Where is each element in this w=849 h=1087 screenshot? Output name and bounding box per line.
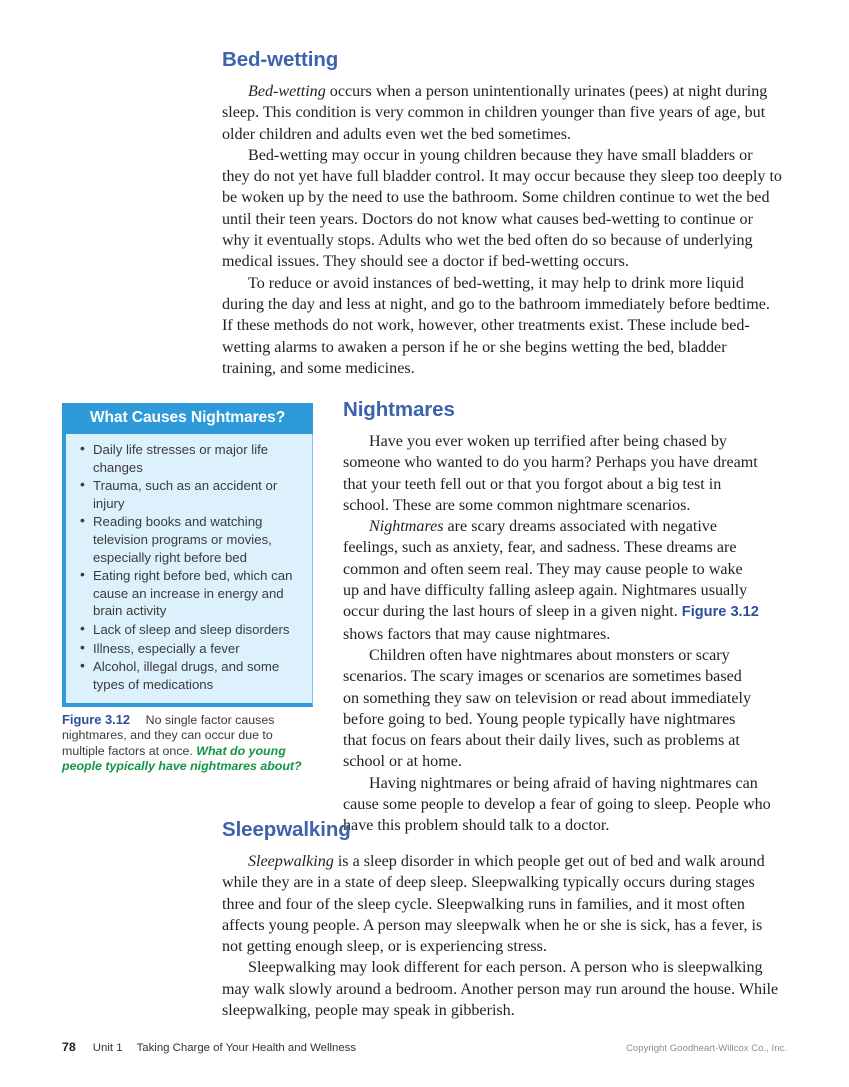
bedwetting-paragraph-1-text: occurs when a person unintentionally urinates (pees) at night during sleep. This condition is very common in children younger than five years of age, but older children and adults even wet the bed sometimes. bbox=[222, 83, 768, 143]
list-item: • Eating right before bed, which can cause an increase in energy and brain activity bbox=[66, 567, 304, 620]
feature-box-what-causes-nightmares bbox=[62, 403, 313, 707]
footer-copyright: Copyright Goodheart-Willcox Co., Inc. bbox=[625, 1043, 787, 1054]
nightmares-section bbox=[343, 398, 783, 837]
nightmares-paragraph-1: Have you ever woken up terrified after being chased by someone who wanted to do you harm? Perhaps you have dreamt that your teeth fell out or that you forgot about a big test in school. These are some common nightmare scenarios. bbox=[343, 433, 758, 514]
nightmares-paragraph-2 bbox=[343, 516, 759, 645]
sleepwalking-paragraph-1-text: is a sleep disorder in which people get out of bed and walk around while they are in a state of deep sleep. Sleepwalking typically occurs during stages three and four of the sleep cycle. Sleepwalking runs in families, and it most often affects young people. A person may sleepwalk when he or she is sick, has a fever, is not getting enough sleep, or is experiencing stress. bbox=[222, 853, 765, 956]
list-item: • Reading books and watching television programs or movies, especially right before bed bbox=[66, 513, 304, 566]
list-item: • Daily life stresses or major life changes bbox=[66, 441, 304, 476]
bedwetting-paragraph-3: To reduce or avoid instances of bed-wetting, it may help to drink more liquid during the day and less at night, and go to the bathroom immediately before bedtime. If these methods do not work, however, other treatments exist. These include bed-wetting alarms to awaken a person if he or she begins wetting the bed, bladder training, and some medicines. bbox=[222, 274, 770, 377]
figure-caption bbox=[62, 712, 318, 775]
nightmares-paragraph-3: Children often have nightmares about monsters or scary scenarios. The scary images or scenarios are sometimes based on something they saw on television or read about immediately before going to bed. Young people typically have nightmares that focus on fears about their daily lives, such as problems at school or at home. bbox=[343, 646, 752, 771]
feature-box-list bbox=[66, 441, 304, 693]
page-footer bbox=[62, 1040, 787, 1054]
term-sleepwalking: Sleepwalking bbox=[248, 853, 334, 870]
list-item: • Lack of sleep and sleep disorders bbox=[66, 621, 304, 639]
caption-spacer bbox=[130, 713, 146, 727]
bedwetting-paragraph-2: Bed-wetting may occur in young children because they have small bladders or they do not yet have full bladder control. It may occur because they sleep too deeply to be woken up by the need to use the bathroom. Some children continue to wet the bed until their teen years. Doctors do not know what causes bed-wetting to continue or why it eventually stops. Adults who wet the bed often do so because of underlying medical issues. They should see a doctor if bed-wetting occurs. bbox=[222, 146, 782, 271]
figure-reference-3-12: Figure 3.12 bbox=[681, 604, 759, 621]
term-bed-wetting: Bed-wetting bbox=[248, 83, 326, 100]
nightmares-paragraph-4: Having nightmares or being afraid of having nightmares can cause some people to develop a fear of going to sleep. People who have this problem should talk to a doctor. bbox=[343, 774, 771, 835]
term-nightmares: Nightmares bbox=[369, 518, 444, 536]
heading-bed-wetting: Bed-wetting bbox=[222, 48, 339, 71]
sleepwalking-section bbox=[222, 818, 782, 1021]
bedwetting-paragraph-1 bbox=[222, 81, 782, 145]
sleepwalking-paragraph-2: Sleepwalking may look different for each person. A person who is sleepwalking may walk slowly around a bedroom. Another person may run around the house. While sleepwalking, people may speak in gibberish. bbox=[222, 959, 779, 1020]
sleepwalking-paragraph-1 bbox=[222, 851, 782, 957]
feature-box-title: What Causes Nightmares? bbox=[62, 403, 313, 434]
list-item: • Alcohol, illegal drugs, and some types of medications bbox=[66, 658, 304, 693]
list-item: • Illness, especially a fever bbox=[66, 640, 304, 658]
figure-caption-label: Figure 3.12 bbox=[62, 712, 131, 727]
feature-box-body bbox=[62, 434, 313, 707]
footer-unit-number: Unit 1 bbox=[92, 1042, 123, 1054]
figure-caption-question: What do young people typically have nightmares about? bbox=[62, 743, 302, 774]
footer-unit-title: Taking Charge of Your Health and Wellness bbox=[136, 1042, 357, 1054]
heading-sleepwalking: Sleepwalking bbox=[222, 818, 351, 841]
heading-nightmares: Nightmares bbox=[343, 398, 455, 421]
nightmares-paragraph-2-text-b: shows factors that may cause nightmares. bbox=[343, 625, 611, 643]
page-number: 78 bbox=[62, 1040, 76, 1054]
list-item: • Trauma, such as an accident or injury bbox=[66, 477, 304, 512]
nightmares-paragraph-2-text-a: are scary dreams associated with negative feelings, such as anxiety, fear, and sadness. These dreams are common and often seem real. They may cause people to wake up and have difficulty falling asleep again. Nightmares usually occur during the last hours of sleep in a given night. bbox=[343, 518, 748, 621]
footer-left bbox=[62, 1040, 356, 1054]
bedwetting-section bbox=[222, 48, 782, 379]
figure-caption-text: No single factor causes nightmares, and they can occur due to multiple factors at once. bbox=[62, 713, 275, 758]
